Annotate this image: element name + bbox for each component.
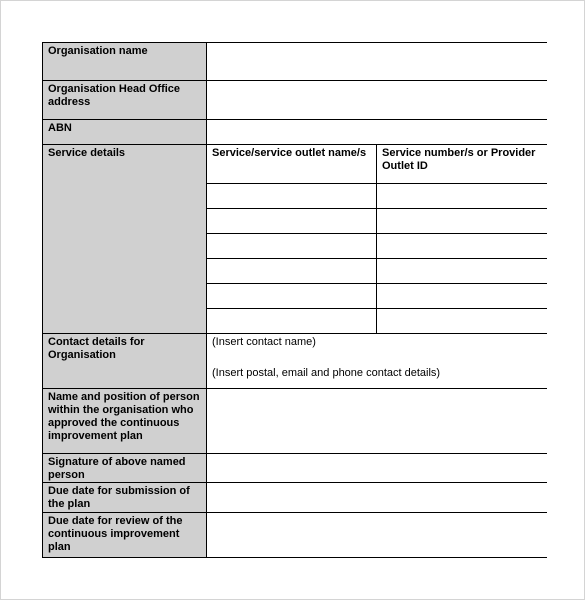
service-number-cell[interactable]	[377, 234, 547, 259]
row-signature	[43, 454, 547, 483]
contact-details-field[interactable]	[207, 334, 547, 389]
due-review-field[interactable]	[207, 513, 547, 558]
row-due-submission	[43, 483, 547, 513]
row-organisation-name	[43, 43, 547, 81]
service-number-header: Service number/s or Provider Outlet ID	[377, 145, 547, 184]
service-outlet-name-cell[interactable]	[207, 184, 377, 209]
service-outlet-name-cell[interactable]	[207, 284, 377, 309]
approver-label: Name and position of person within the organisation who approved the continuous improvement plan	[43, 389, 207, 454]
service-outlet-name-header: Service/service outlet name/s	[207, 145, 377, 184]
contact-details-placeholder: (Insert postal, email and phone contact details)	[212, 367, 441, 379]
row-approver	[43, 389, 547, 454]
due-submission-field[interactable]	[207, 483, 547, 513]
service-outlet-name-cell[interactable]	[207, 209, 377, 234]
abn-label: ABN	[43, 120, 207, 145]
service-outlet-name-cell[interactable]	[207, 234, 377, 259]
row-contact-details	[43, 334, 547, 389]
service-details-label: Service details	[43, 145, 207, 334]
row-abn	[43, 120, 547, 145]
due-submission-label: Due date for submission of the plan	[43, 483, 207, 513]
approver-field[interactable]	[207, 389, 547, 454]
due-review-label: Due date for review of the continuous improvement plan	[43, 513, 207, 558]
organisation-name-label: Organisation name	[43, 43, 207, 81]
row-due-review	[43, 513, 547, 558]
service-number-cell[interactable]	[377, 209, 547, 234]
abn-field[interactable]	[207, 120, 547, 145]
organisation-name-field[interactable]	[207, 43, 547, 81]
service-outlet-name-cell[interactable]	[207, 259, 377, 284]
head-office-field[interactable]	[207, 81, 547, 120]
row-service-details-header	[43, 145, 547, 184]
signature-field[interactable]	[207, 454, 547, 483]
continuous-improvement-plan-form	[42, 42, 547, 558]
head-office-label: Organisation Head Office address	[43, 81, 207, 120]
service-number-cell[interactable]	[377, 309, 547, 334]
service-outlet-name-cell[interactable]	[207, 309, 377, 334]
service-number-cell[interactable]	[377, 284, 547, 309]
row-head-office	[43, 81, 547, 120]
contact-details-label: Contact details for Organisation	[43, 334, 207, 389]
service-number-cell[interactable]	[377, 259, 547, 284]
service-number-cell[interactable]	[377, 184, 547, 209]
contact-name-placeholder: (Insert contact name)	[212, 336, 316, 348]
signature-label: Signature of above named person	[43, 454, 207, 483]
